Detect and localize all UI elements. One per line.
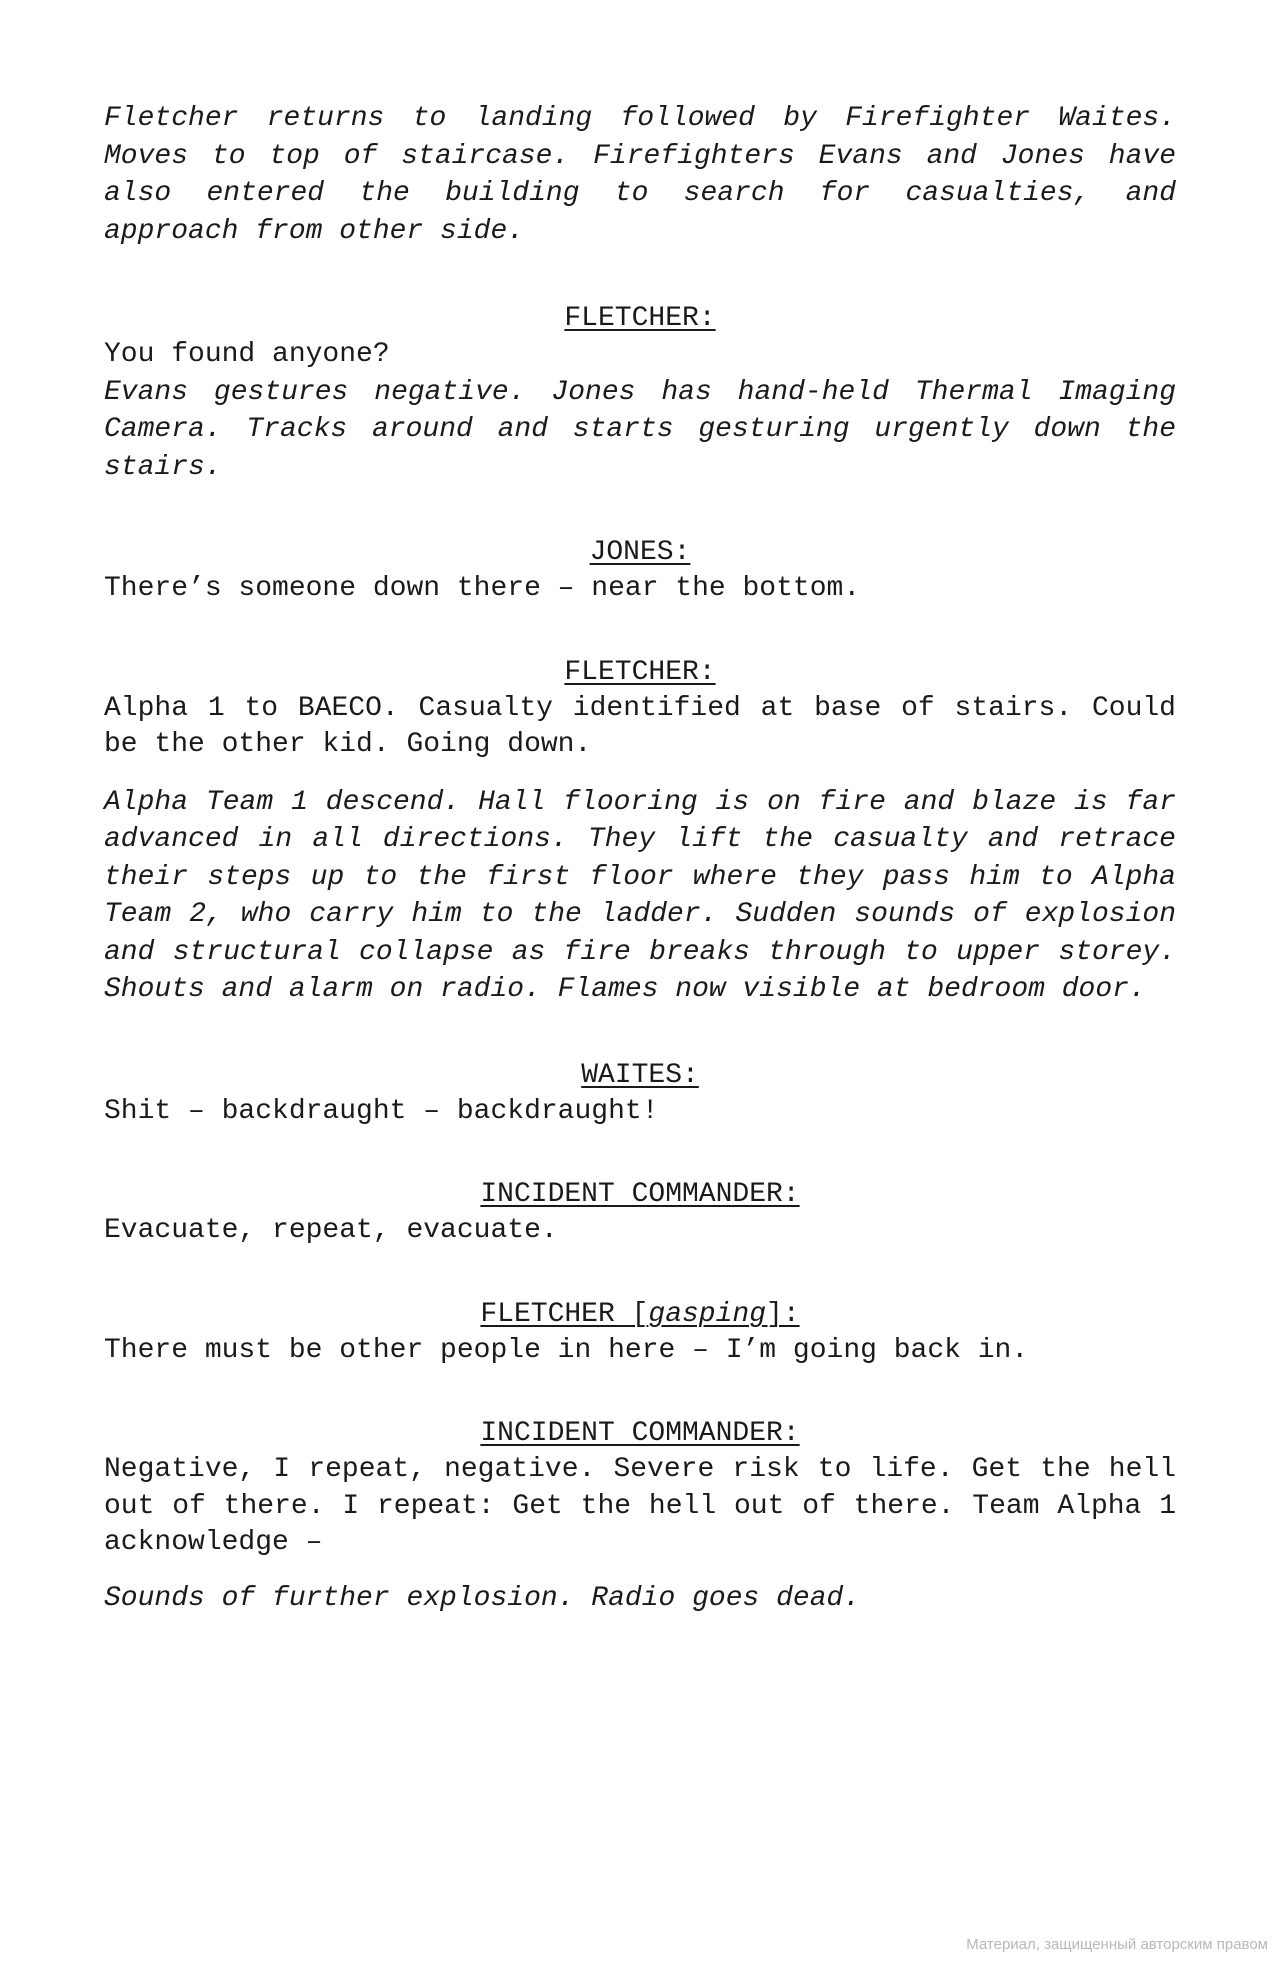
stage-direction-4: Sounds of further explosion. Radio goes dead. bbox=[104, 1582, 861, 1614]
stage-direction-3: Alpha Team 1 descend. Hall flooring is on fire and blaze is far advanced in all directions. They lift the casualty and retrace their steps up to the first floor where they pass him to Alpha Team 2, who carry him to the ladder. Sudden sounds of explosion and structural collapse as fire breaks through to upper storey. Shouts and alarm on radio. Flames now visible at bedroom door. bbox=[104, 786, 1176, 1005]
dialogue-jones: There’s someone down there – near the bottom. bbox=[104, 573, 861, 604]
speaker-jones bbox=[104, 534, 1176, 571]
speaker-parenthetical: gasping bbox=[648, 1298, 767, 1330]
speaker-name: INCIDENT COMMANDER: bbox=[480, 1179, 800, 1210]
stage-direction-1: Fletcher returns to landing followed by Firefighter Waites. Moves to top of staircase. Firefighters Evans and Jones have also entered the building to search for casualties, and approach from other side. bbox=[104, 103, 1176, 247]
speaker-waites bbox=[104, 1057, 1176, 1094]
speaker-fletcher-1 bbox=[104, 300, 1176, 337]
speaker-name: FLETCHER: bbox=[564, 303, 716, 334]
dialogue-fletcher-2: Alpha 1 to BAECO. Casualty identified at base of stairs. Could be the other kid. Going down. bbox=[104, 692, 1176, 760]
copyright-watermark: Материал, защищенный авторским правом bbox=[966, 1936, 1268, 1953]
dialogue-fletcher-3: There must be other people in here – I’m going back in. bbox=[104, 1334, 1029, 1366]
speaker-suffix: ]: bbox=[766, 1298, 800, 1330]
script-page bbox=[104, 100, 1176, 1617]
dialogue-waites: Shit – backdraught – backdraught! bbox=[104, 1095, 659, 1127]
speaker-incident-commander-1 bbox=[104, 1176, 1176, 1213]
speaker-name: JONES: bbox=[589, 537, 691, 568]
speaker-name: INCIDENT COMMANDER: bbox=[480, 1418, 800, 1449]
speaker-incident-commander-2 bbox=[104, 1415, 1176, 1452]
speaker-fletcher-2 bbox=[104, 654, 1176, 691]
dialogue-incident-commander-2: Negative, I repeat, negative. Severe risk to life. Get the hell out of there. I repeat: Get the hell out of there. Team Alpha 1 acknowledge – bbox=[104, 1454, 1176, 1558]
stage-direction-2: Evans gestures negative. Jones has hand-held Thermal Imaging Camera. Tracks around and starts gesturing urgently down the stairs. bbox=[104, 376, 1176, 483]
speaker-name: FLETCHER [ bbox=[480, 1298, 649, 1330]
dialogue-incident-commander-1: Evacuate, repeat, evacuate. bbox=[104, 1215, 558, 1246]
speaker-name: FLETCHER: bbox=[564, 656, 716, 688]
dialogue-fletcher-1: You found anyone? bbox=[104, 339, 390, 370]
speaker-name: WAITES: bbox=[581, 1059, 699, 1091]
speaker-fletcher-3 bbox=[104, 1296, 1176, 1333]
